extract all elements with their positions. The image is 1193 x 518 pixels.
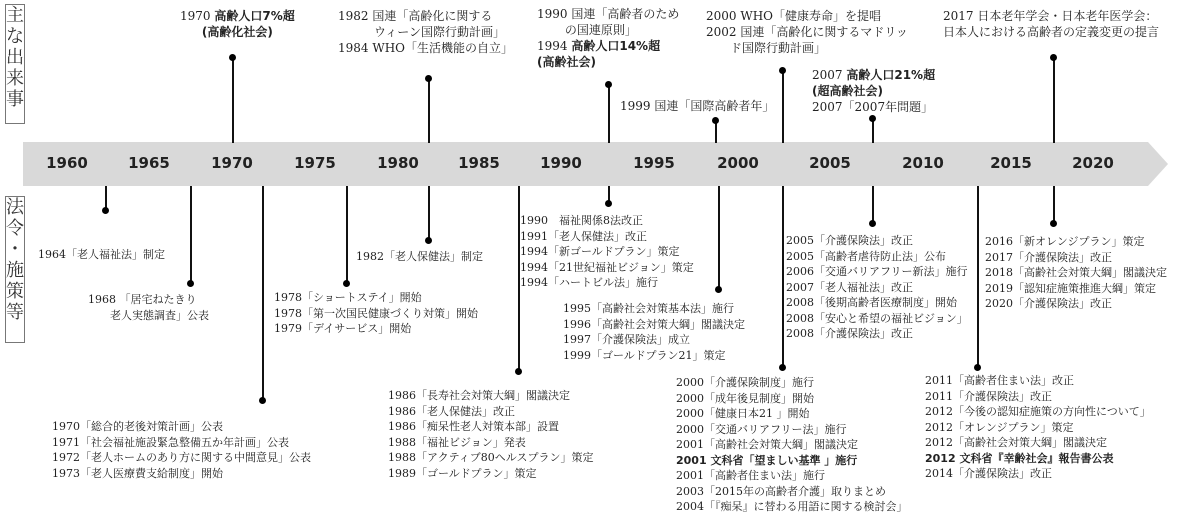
line-bold-text: 高齢人口7%超	[214, 9, 295, 23]
text-line	[563, 332, 745, 348]
year-label: 2010	[902, 154, 944, 172]
connector-line	[346, 186, 348, 282]
line-text: 2008「安心と希望の福祉ビジョン」	[786, 311, 968, 325]
line-text: 2006「交通バリアフリー新法」施行	[786, 265, 968, 278]
connector-line	[1053, 57, 1055, 143]
line-text: 1971「社会福祉施設緊急整備五か年計画」公表	[52, 435, 289, 449]
line-text: 2005「高齢者虐待防止法」公布	[786, 249, 946, 263]
line-bold-text: (超高齢社会)	[812, 84, 883, 98]
text-line	[786, 311, 968, 327]
line-text: 1982「老人保健法」制定	[356, 250, 483, 263]
connector-dot	[869, 115, 876, 122]
policy-2005-text	[786, 233, 968, 342]
line-text: 1978「第一次国民健康づくり対策」開始	[274, 306, 478, 320]
text-line	[52, 435, 311, 451]
year-label: 1975	[294, 154, 336, 172]
connector-line	[428, 78, 430, 143]
text-line	[676, 468, 908, 484]
line-text: 2012「高齢社会対策大綱」閣議決定	[925, 436, 1107, 449]
line-text: 1999 国連「国際高齢者年」	[620, 99, 775, 113]
line-text: 1972「老人ホームのあり方に関する中間意見」公表	[52, 451, 311, 464]
line-text: ド国際行動計画」	[706, 41, 827, 55]
connector-dot	[515, 368, 522, 375]
line-text: 2020「介護保険法」改正	[985, 297, 1112, 310]
line-text: 2017 日本老年学会・日本老年医学会：	[943, 9, 1158, 23]
text-line	[563, 301, 745, 317]
event-2017-text	[943, 8, 1159, 40]
connector-line	[262, 186, 264, 399]
connector-dot	[187, 280, 194, 287]
line-text: 1996「高齢社会対策大綱」閣議決定	[563, 317, 745, 331]
line-text: 2001「高齢社会対策大綱」閣議決定	[676, 438, 858, 451]
policy-1968-text	[88, 292, 209, 323]
line-bold-text: 高齢人口14%超	[571, 39, 661, 53]
year-label: 2005	[809, 154, 851, 172]
line-text: 2000「成年後見制度」開始	[676, 391, 814, 405]
line-text: 老人実態調査」公表	[88, 308, 209, 322]
year-label: 1965	[128, 154, 170, 172]
line-text: 2003「2015年の高齢者介護」取りまとめ	[676, 484, 886, 498]
line-text: 1994「21世紀福祉ビジョン」策定	[520, 260, 694, 274]
text-line	[620, 98, 774, 114]
text-line	[786, 280, 968, 296]
connector-dot	[229, 54, 236, 61]
line-text: 1990 国連「高齢者のため	[537, 7, 680, 21]
line-text: 2000「交通バリアフリー法」施行	[676, 422, 847, 436]
text-line	[180, 8, 295, 24]
year-label: 1960	[46, 154, 88, 172]
line-text: 2012「オレンジプラン」策定	[925, 420, 1074, 434]
year-label: 1990	[540, 154, 582, 172]
text-line	[786, 264, 968, 280]
line-text: 2011「高齢者住まい法」改正	[925, 374, 1074, 387]
text-line	[520, 260, 694, 276]
line-text: 2008「介護保険法」改正	[786, 327, 913, 340]
event-2007-text	[812, 67, 935, 115]
line-text: 1964「老人福祉法」制定	[38, 248, 165, 261]
text-line	[985, 296, 1167, 312]
year-label: 2020	[1072, 154, 1114, 172]
connector-line	[718, 186, 720, 288]
year-label: 1985	[458, 154, 500, 172]
line-text: 1970	[180, 9, 215, 23]
line-text: 1978「ショートステイ」開始	[274, 291, 422, 304]
text-line	[180, 24, 295, 40]
text-line	[985, 250, 1167, 266]
line-text: 2000「健康日本21 」開始	[676, 407, 810, 420]
connector-line	[608, 84, 610, 143]
policy-1970-text	[52, 419, 311, 481]
line-text: ウィーン国際行動計画」	[338, 25, 506, 39]
line-text: 1973「老人医療費支給制度」開始	[52, 466, 223, 480]
major-events-label: 主 な 出 来 事	[5, 4, 25, 124]
text-line	[338, 40, 513, 56]
text-line	[388, 466, 593, 482]
line-text: 1995「高齢社会対策基本法」施行	[563, 302, 734, 315]
text-line	[338, 8, 513, 24]
line-text: 2004「『痴呆』に替わる用語に関する検討会」	[676, 500, 908, 513]
text-line	[925, 420, 1151, 436]
line-text: 2017「介護保険法」改正	[985, 250, 1112, 264]
text-line	[985, 234, 1167, 250]
text-line	[52, 419, 311, 435]
line-text: 2007	[812, 68, 847, 82]
text-line	[786, 295, 968, 311]
line-text: 1991「老人保健法」改正	[520, 229, 647, 243]
connector-dot	[715, 286, 722, 293]
text-line	[388, 435, 593, 451]
line-bold-text: (高齢社会)	[537, 55, 596, 69]
line-text: 2005「介護保険法」改正	[786, 234, 913, 247]
text-line	[925, 389, 1151, 405]
text-line	[388, 419, 593, 435]
policy-1964-text	[38, 247, 165, 263]
connector-dot	[102, 207, 109, 214]
text-line	[925, 373, 1151, 389]
policy-1995-text	[563, 301, 745, 363]
policy-1982-text	[356, 249, 483, 265]
line-text: 1988「アクティブ80ヘルスプラン」策定	[388, 451, 594, 464]
line-bold-text: 高齢人口21%超	[846, 68, 936, 82]
text-line	[38, 247, 165, 263]
text-line	[88, 308, 209, 324]
line-text: 1994	[537, 39, 572, 53]
line-text: 1989「ゴールドプラン」策定	[388, 466, 537, 480]
line-text: 1984 WHO「生活機能の自立」	[338, 41, 513, 55]
laws-policies-label: 法 令 ・ 施 策 等	[5, 196, 25, 343]
text-line	[786, 233, 968, 249]
line-text: 1986「痴呆性老人対策本部」設置	[388, 420, 559, 433]
text-line	[943, 24, 1159, 40]
line-text: 2007「老人福祉法」改正	[786, 280, 913, 294]
text-line	[943, 8, 1159, 24]
text-line	[676, 406, 908, 422]
line-text: 日本人における高齢者の定義変更の提言	[943, 25, 1160, 39]
text-line	[52, 450, 311, 466]
connector-dot	[712, 117, 719, 124]
text-line	[563, 317, 745, 333]
line-text: 2019「認知症施策推進大綱」策定	[985, 281, 1156, 295]
line-text: 1986「長寿社会対策大綱」閣議決定	[388, 389, 570, 402]
text-line	[520, 229, 694, 245]
line-text: 1999「ゴールドプラン21」策定	[563, 348, 726, 362]
text-line	[676, 391, 908, 407]
line-text: 2008「後期高齢者医療制度」開始	[786, 296, 957, 309]
text-line	[925, 404, 1151, 420]
connector-line	[1053, 186, 1055, 222]
policy-1978-text	[274, 290, 478, 337]
text-line	[537, 6, 679, 22]
connector-dot	[605, 81, 612, 88]
text-line	[356, 249, 483, 265]
text-line	[388, 404, 593, 420]
text-line	[676, 499, 908, 515]
line-bold-text: 2001 文科省「望ましい基準 」施行	[676, 453, 858, 467]
line-text: 1988「福祉ビジョン」発表	[388, 435, 526, 449]
text-line	[88, 292, 209, 308]
line-bold-text: 2012 文科省『幸齢社会』報告書公表	[925, 451, 1114, 465]
year-label: 1980	[377, 154, 419, 172]
text-line	[520, 244, 694, 260]
connector-line	[428, 186, 430, 239]
connector-dot	[869, 220, 876, 227]
connector-dot	[425, 75, 432, 82]
line-text: 2000 WHO「健康寿命」を提唱	[706, 9, 881, 23]
text-line	[676, 453, 908, 469]
year-label: 1995	[633, 154, 675, 172]
line-bold-text: (高齢化社会)	[201, 25, 273, 39]
text-line	[274, 306, 478, 322]
text-line	[985, 281, 1167, 297]
text-line	[706, 8, 908, 24]
text-line	[388, 450, 593, 466]
text-line	[338, 24, 513, 40]
text-line	[274, 290, 478, 306]
text-line	[812, 83, 935, 99]
text-line	[925, 466, 1151, 482]
connector-dot	[1050, 220, 1057, 227]
connector-line	[782, 186, 784, 366]
year-label: 2015	[990, 154, 1032, 172]
text-line	[706, 40, 908, 56]
text-line	[676, 375, 908, 391]
event-1982-text	[338, 8, 513, 56]
text-line	[537, 22, 679, 38]
text-line	[925, 435, 1151, 451]
connector-line	[872, 186, 874, 222]
line-text: 2001「高齢者住まい法」施行	[676, 469, 825, 482]
text-line	[676, 422, 908, 438]
text-line	[537, 38, 679, 54]
year-label: 2000	[717, 154, 759, 172]
line-text: 1994「ハートビル法」施行	[520, 276, 658, 289]
connector-line	[105, 186, 107, 209]
line-text: 2002 国連「高齢化に関するマドリッ	[706, 25, 908, 39]
text-line	[274, 321, 478, 337]
event-2000-text	[706, 8, 908, 56]
line-text: 2018「高齢社会対策大綱」閣議決定	[985, 266, 1167, 279]
line-text: 1997「介護保険法」成立	[563, 333, 690, 346]
event-1990-text	[537, 6, 679, 70]
line-text: 1994「新ゴールドプラン」策定	[520, 245, 680, 258]
line-text: 2012「今後の認知症施策の方向性について」	[925, 405, 1151, 418]
connector-line	[977, 186, 979, 366]
text-line	[812, 99, 935, 115]
line-text: 2014「介護保険法」改正	[925, 467, 1052, 480]
policy-2016-text	[985, 234, 1167, 312]
connector-dot	[1050, 54, 1057, 61]
line-text: 2011「介護保険法」改正	[925, 389, 1052, 403]
text-line	[786, 249, 968, 265]
text-line	[520, 213, 694, 229]
line-text: 1968 「居宅ねたきり	[88, 293, 197, 306]
connector-line	[190, 186, 192, 282]
policy-1990-text	[520, 213, 694, 291]
text-line	[985, 265, 1167, 281]
line-text: 1990 福祉関係8法改正	[520, 214, 643, 227]
line-text: 1982 国連「高齢化に関する	[338, 9, 493, 23]
text-line	[706, 24, 908, 40]
text-line	[925, 451, 1151, 467]
line-text: 1979「デイサービス」開始	[274, 322, 412, 335]
connector-dot	[343, 280, 350, 287]
connector-dot	[425, 237, 432, 244]
text-line	[52, 466, 311, 482]
text-line	[388, 388, 593, 404]
text-line	[786, 326, 968, 342]
text-line	[812, 67, 935, 83]
connector-dot	[779, 364, 786, 371]
policy-2000-text	[676, 375, 908, 515]
text-line	[537, 54, 679, 70]
connector-dot	[974, 364, 981, 371]
connector-dot	[259, 397, 266, 404]
line-text: 2000「介護保険制度」施行	[676, 376, 814, 389]
line-text: 1986「老人保健法」改正	[388, 404, 515, 418]
text-line	[520, 275, 694, 291]
connector-line	[232, 57, 234, 143]
text-line	[563, 348, 745, 364]
connector-dot	[779, 67, 786, 74]
event-1970-text	[180, 8, 295, 40]
connector-dot	[605, 200, 612, 207]
event-1999-text	[620, 98, 774, 114]
text-line	[676, 484, 908, 500]
text-line	[676, 437, 908, 453]
line-text: の国連原則」	[537, 23, 637, 37]
policy-1986-text	[388, 388, 593, 481]
connector-line	[782, 70, 784, 143]
policy-2011-text	[925, 373, 1151, 482]
line-text: 2007「2007年問題」	[812, 100, 934, 114]
line-text: 2016「新オレンジプラン」策定	[985, 235, 1145, 248]
year-label: 1970	[211, 154, 253, 172]
line-text: 1970「総合的老後対策計画」公表	[52, 420, 223, 433]
